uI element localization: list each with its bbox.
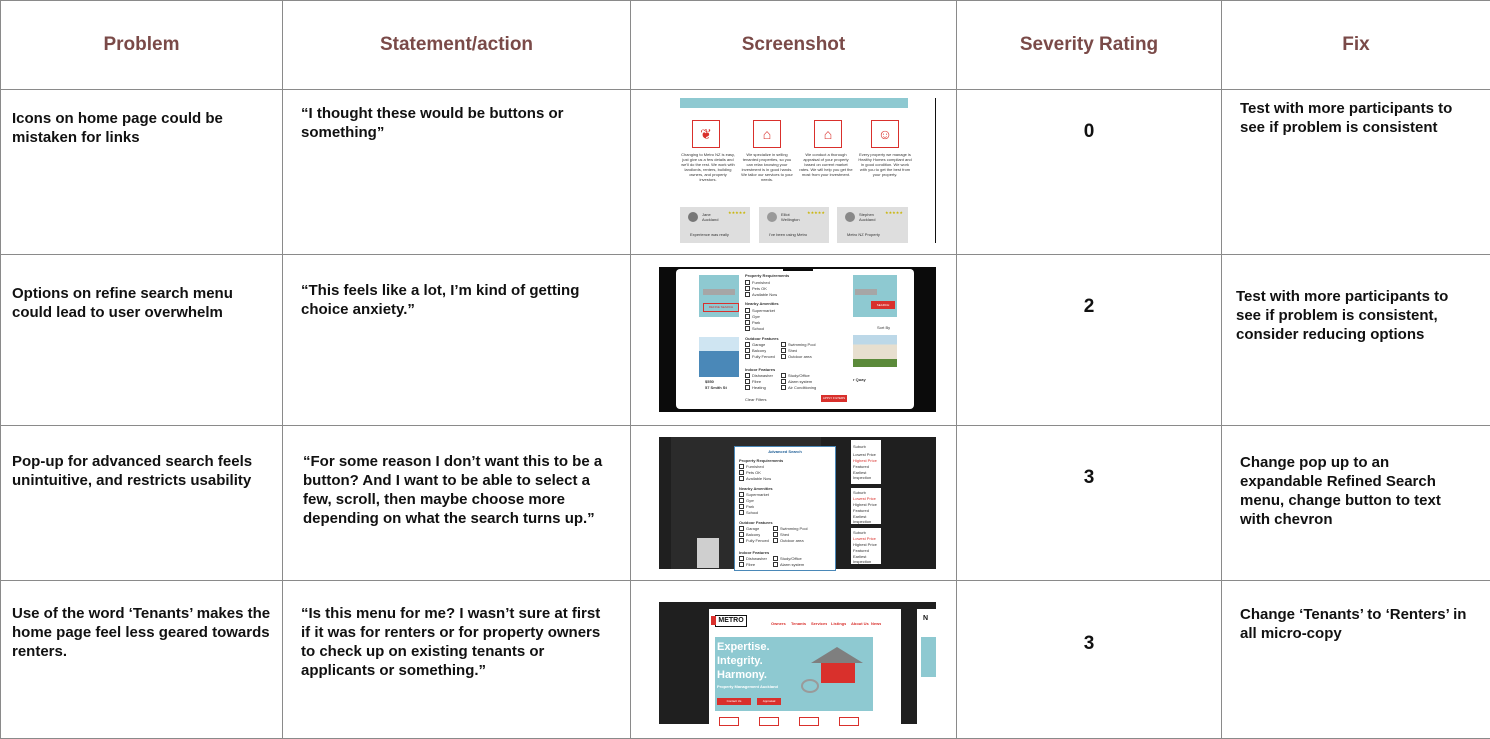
nav-about: About Us bbox=[851, 621, 869, 626]
filter-option: Study/Office bbox=[781, 373, 810, 378]
divider-line bbox=[935, 98, 936, 243]
filter-heading: Outdoor Features bbox=[739, 520, 773, 525]
dropdown-option: Highest Price bbox=[853, 502, 877, 507]
severity-rating: 3 bbox=[957, 581, 1221, 655]
review-quote: Metro NZ Property bbox=[847, 232, 903, 237]
filter-option: Outdoor area bbox=[781, 354, 812, 359]
statement-text: “For some reason I don’t want this to be a button? And I want to be able to select a few, scroll, then maybe choose more depending on what the search turns up.” bbox=[283, 426, 630, 528]
feature-text: Changing to Metro NZ is easy, just give us a few details and we'll do the rest. We work with landlords, renters, building owners, and property investors. bbox=[681, 152, 735, 196]
refine-search-button: REFINE SEARCH bbox=[703, 303, 739, 312]
filter-heading: Indoor Features bbox=[745, 367, 775, 372]
filter-option: Outdoor area bbox=[773, 538, 804, 543]
feature-icon bbox=[759, 717, 779, 726]
filter-heading: Indoor Features bbox=[739, 550, 769, 555]
feature-text: We specialize in selling tenanted properties, so you can relax knowing your investment is in good hands. We tailor our services to your needs. bbox=[740, 152, 794, 196]
filter-heading: Property Requirements bbox=[739, 458, 783, 463]
avatar bbox=[688, 212, 698, 222]
dropdown-option: Featured bbox=[853, 508, 869, 513]
filter-option: Park bbox=[745, 320, 760, 325]
house-roof bbox=[811, 647, 863, 663]
filter-option: Shed bbox=[781, 348, 797, 353]
fix-text: Test with more participants to see if problem is consistent, consider reducing options bbox=[1222, 255, 1490, 344]
metro-logo: METRO bbox=[715, 615, 747, 627]
header-severity: Severity Rating bbox=[957, 1, 1222, 90]
fix-text: Change ‘Tenants’ to ‘Renters’ in all micro-copy bbox=[1222, 581, 1490, 643]
filter-heading: Property Requirements bbox=[745, 273, 789, 278]
second-hero bbox=[921, 637, 936, 677]
filter-option: Supermarket bbox=[739, 492, 769, 497]
filter-option: Furnished bbox=[745, 280, 770, 285]
dropdown-option: Highest Price bbox=[853, 458, 877, 463]
listing-address: r Quay bbox=[853, 377, 866, 382]
listing-address: 57 Smith St bbox=[705, 385, 727, 390]
filter-option: Available Now bbox=[739, 476, 771, 481]
filter-option: Dishwasher bbox=[739, 556, 767, 561]
severity-rating: 0 bbox=[957, 90, 1221, 143]
dropdown-option: Lowest Price bbox=[853, 536, 876, 541]
dropdown-option: Suburb bbox=[853, 490, 866, 495]
side-field bbox=[855, 289, 877, 295]
review-card bbox=[680, 207, 750, 243]
feature-icon bbox=[799, 717, 819, 726]
header-screenshot: Screenshot bbox=[631, 1, 957, 90]
filter-option: Furnished bbox=[739, 464, 764, 469]
statement-text: “This feels like a lot, I’m kind of getting choice anxiety.” bbox=[283, 255, 630, 319]
filter-option: Heating bbox=[745, 385, 766, 390]
filter-heading: Nearby Amenities bbox=[745, 301, 779, 306]
sidebar-fragment bbox=[697, 538, 719, 568]
house-illustration bbox=[821, 661, 855, 683]
dropdown-option: Suburb bbox=[853, 444, 866, 449]
nav-news: News bbox=[871, 621, 881, 626]
dropdown-option: Featured bbox=[853, 464, 869, 469]
filter-option: Dishwasher bbox=[745, 373, 773, 378]
popup-title: Advanced Search bbox=[735, 449, 835, 454]
filter-option: Shed bbox=[773, 532, 789, 537]
review-name: Jane bbox=[702, 212, 728, 217]
severity-rating: 2 bbox=[957, 255, 1221, 318]
sort-dropdown bbox=[851, 528, 881, 564]
nav-services: Services bbox=[811, 621, 827, 626]
nav-owners: Owners bbox=[771, 621, 786, 626]
nav-tenants: Tenants bbox=[791, 621, 806, 626]
hero-line: Harmony. bbox=[717, 668, 767, 682]
dropdown-option: Featured bbox=[853, 548, 869, 553]
filter-option: Pets OK bbox=[745, 286, 767, 291]
review-name: Elliot bbox=[781, 212, 807, 217]
dropdown-option: Earliest Inspection bbox=[853, 554, 881, 564]
review-place: Wellington bbox=[781, 217, 807, 222]
filter-option: Garage bbox=[745, 342, 765, 347]
filter-heading: Outdoor Features bbox=[745, 336, 779, 341]
apply-filters-button: APPLY FILTERS bbox=[821, 395, 847, 402]
sort-label: Sort By bbox=[877, 325, 890, 330]
refine-filter-panel bbox=[741, 271, 851, 405]
dropdown-option: Lowest Price bbox=[853, 496, 876, 501]
filter-option: Gym bbox=[745, 314, 760, 319]
avatar bbox=[845, 212, 855, 222]
search-button: SEARCH bbox=[871, 301, 895, 309]
dropdown-option: Earliest Inspection bbox=[853, 514, 881, 524]
filter-option: Study/Office bbox=[773, 556, 802, 561]
logo-mark bbox=[711, 616, 716, 625]
appraisal-button: Appraisal bbox=[757, 698, 781, 705]
filter-option: School bbox=[739, 510, 758, 515]
filter-option: Fibre bbox=[739, 562, 755, 567]
filter-option: Gym bbox=[739, 498, 754, 503]
filter-option: Supermarket bbox=[745, 308, 775, 313]
filter-option: Park bbox=[739, 504, 754, 509]
rating-stars: ★★★★★ bbox=[807, 210, 825, 215]
statement-text: “I thought these would be buttons or something” bbox=[283, 90, 630, 142]
header-row bbox=[1, 1, 1490, 90]
statement-text: “Is this menu for me? I wasn’t sure at first if it was for renters or for property owners to check up on existing tenants or applicants or something.” bbox=[283, 581, 630, 680]
filter-option: Balcony bbox=[739, 532, 760, 537]
nav-listings: Listings bbox=[831, 621, 846, 626]
problem-text: Options on refine search menu could lead to user overwhelm bbox=[1, 255, 282, 322]
filter-option: Pets OK bbox=[739, 470, 761, 475]
listing-house-image bbox=[699, 337, 739, 377]
filter-option: Air Conditioning bbox=[781, 385, 816, 390]
hero-subtitle: Property Management Auckland bbox=[717, 684, 778, 689]
problem-text: Icons on home page could be mistaken for links bbox=[1, 90, 282, 147]
table-row bbox=[1, 581, 1490, 739]
contact-button: Contact Us bbox=[717, 698, 751, 705]
filter-option: Fully Fenced bbox=[739, 538, 769, 543]
home-icons-screenshot bbox=[631, 90, 956, 254]
feature-text: We conduct a thorough appraisal of your property based on current market rates. We will help you get the most from your investment. bbox=[799, 152, 853, 196]
handshake-icon: ❦ bbox=[692, 120, 720, 148]
filter-option: Balcony bbox=[745, 348, 766, 353]
table-row bbox=[1, 90, 1490, 255]
fix-text: Test with more participants to see if problem is consistent bbox=[1222, 90, 1490, 137]
clear-filters-link: Clear Filters bbox=[745, 397, 767, 402]
avatar bbox=[767, 212, 777, 222]
filter-option: Fully Fenced bbox=[745, 354, 775, 359]
filter-option: Fibre bbox=[745, 379, 761, 384]
fix-text: Change pop up to an expandable Refined Search menu, change button to text with chevron bbox=[1222, 426, 1490, 529]
problem-text: Pop-up for advanced search feels unintuitive, and restricts usability bbox=[1, 426, 282, 490]
house-check-icon: ⌂ bbox=[814, 120, 842, 148]
review-card bbox=[759, 207, 829, 243]
second-logo: N bbox=[923, 615, 928, 622]
header-problem: Problem bbox=[1, 1, 283, 90]
search-field bbox=[703, 289, 735, 295]
teal-banner bbox=[680, 98, 908, 108]
rating-stars: ★★★★★ bbox=[885, 210, 903, 215]
advanced-search-popup bbox=[734, 446, 836, 571]
dropdown-option: Highest Price bbox=[853, 542, 877, 547]
listing-house-image bbox=[853, 335, 897, 367]
rating-stars: ★★★★★ bbox=[728, 210, 746, 215]
review-card bbox=[837, 207, 908, 243]
filter-option: Alarm system bbox=[773, 562, 804, 567]
dropdown-option: Earliest Inspection bbox=[853, 470, 881, 480]
filter-option: Available Now bbox=[745, 292, 777, 297]
feature-text: Every property we manage is Healthy Homes compliant and in good condition. We work with you to get the best from your property. bbox=[858, 152, 912, 196]
dropdown-option: Lowest Price bbox=[853, 452, 876, 457]
review-quote: I've been using Metro bbox=[769, 232, 825, 237]
sort-dropdown bbox=[851, 440, 881, 484]
header-statement: Statement/action bbox=[283, 1, 631, 90]
review-quote: Experience was really bbox=[690, 232, 746, 237]
home-hero-screenshot bbox=[631, 581, 956, 738]
review-place: Auckland bbox=[702, 217, 728, 222]
listing-price: $550 bbox=[705, 379, 714, 384]
feature-icon bbox=[719, 717, 739, 726]
table-row bbox=[1, 255, 1490, 426]
side-panel bbox=[853, 275, 897, 317]
problem-text: Use of the word ‘Tenants’ makes the home page feel less geared towards renters. bbox=[1, 581, 282, 661]
feature-icon bbox=[839, 717, 859, 726]
people-icon: ☺ bbox=[871, 120, 899, 148]
advanced-search-screenshot bbox=[631, 426, 956, 580]
hero-line: Integrity. bbox=[717, 654, 763, 668]
house-hand-icon: ⌂ bbox=[753, 120, 781, 148]
key-icon bbox=[801, 679, 819, 693]
refine-search-screenshot bbox=[631, 255, 956, 425]
filter-option: School bbox=[745, 326, 764, 331]
filter-option: Swimming Pool bbox=[773, 526, 808, 531]
filter-option: Alarm system bbox=[781, 379, 812, 384]
header-fix: Fix bbox=[1222, 1, 1490, 90]
review-name: Stephen bbox=[859, 212, 885, 217]
table-row bbox=[1, 426, 1490, 581]
filter-heading: Nearby Amenities bbox=[739, 486, 773, 491]
filter-option: Garage bbox=[739, 526, 759, 531]
dropdown-option: Suburb bbox=[853, 530, 866, 535]
filter-option: Swimming Pool bbox=[781, 342, 816, 347]
sort-dropdown bbox=[851, 488, 881, 524]
hero-line: Expertise. bbox=[717, 640, 770, 654]
severity-rating: 3 bbox=[957, 426, 1221, 489]
review-place: Auckland bbox=[859, 217, 885, 222]
